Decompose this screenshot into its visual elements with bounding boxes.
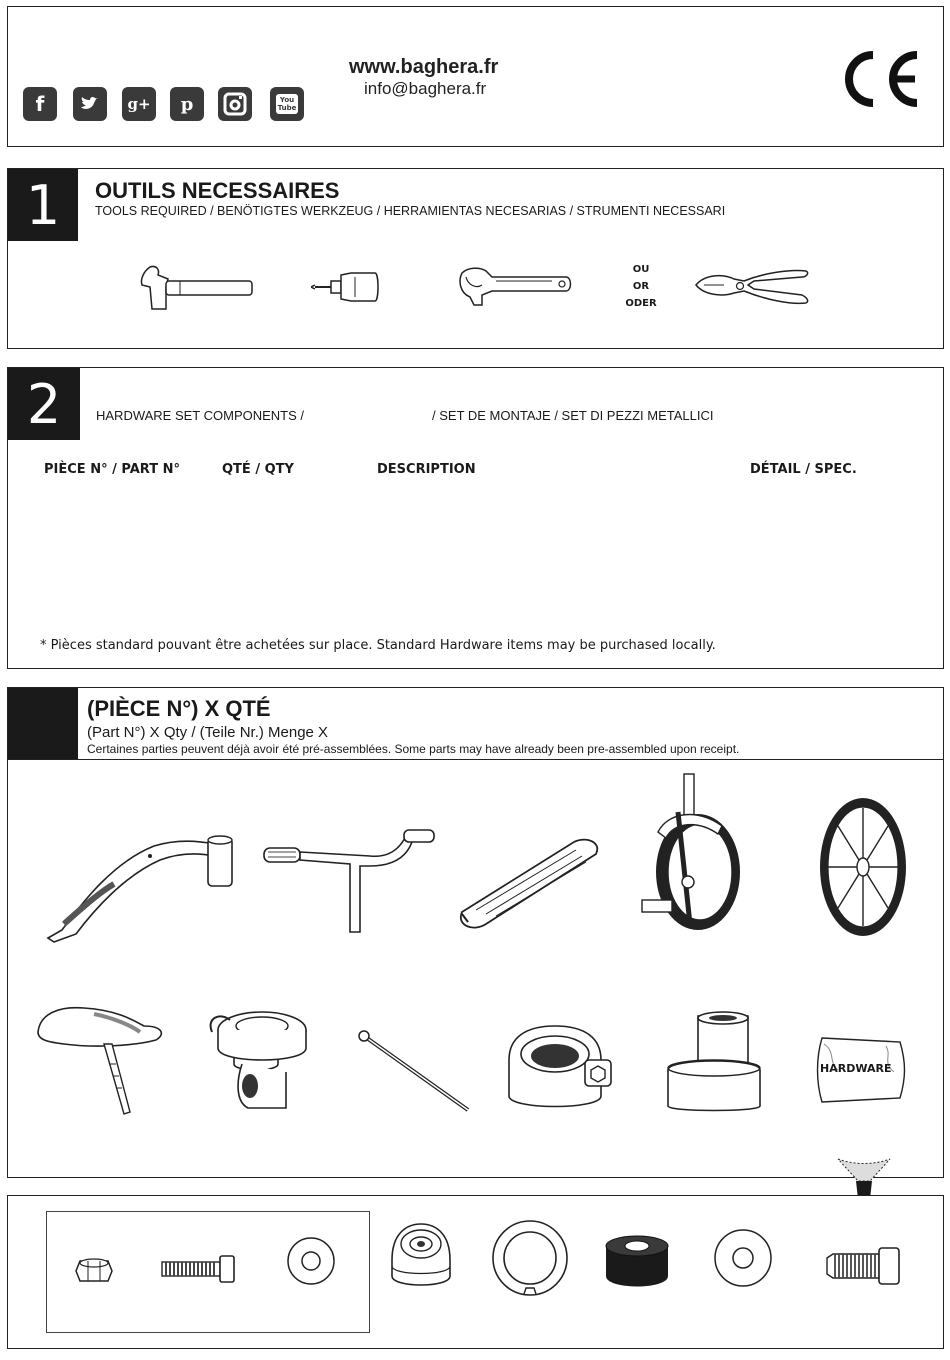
facebook-icon[interactable]: f (23, 87, 57, 121)
washer-small-part (285, 1235, 337, 1287)
google-plus-icon[interactable]: g+ (122, 87, 156, 121)
section-subtitle-right: / SET DE MONTAJE / SET DI PEZZI METALLICI (432, 408, 714, 423)
section-subtitle: (Part N°) X Qty / (Teile Nr.) Menge X (87, 724, 329, 741)
clip-ring-part (490, 1218, 570, 1300)
footnote: * Pièces standard pouvant être achetées sur place. Standard Hardware items may be purchased locally. (40, 638, 716, 653)
pinterest-icon[interactable]: p (170, 87, 204, 121)
axle-rod-part (356, 1028, 474, 1114)
hardware-bag-part (816, 1032, 906, 1106)
column-header-part: PIÈCE N° / PART N° (44, 462, 180, 477)
section-title: OUTILS NECESSAIRES (95, 178, 340, 203)
washer-large-part (712, 1227, 774, 1289)
headset-cup-part (664, 1010, 764, 1112)
rear-wheel-part (818, 796, 908, 938)
rear-frame-part (44, 830, 239, 945)
section-title: (PIÈCE N°) X QTÉ (87, 696, 271, 721)
or-label-fr: OU (632, 264, 650, 275)
axle-bolt-part (823, 1246, 903, 1286)
section-note: Certaines parties peuvent déjà avoir été pré-assemblées. Some parts may have already been pre-assembled upon receipt. (87, 742, 740, 756)
section-subtitle: TOOLS REQUIRED / BENÖTIGTES WERKZEUG / HERRAMIENTAS NECESARIAS / STRUMENTI NECESSARI (95, 204, 726, 218)
header-box (7, 6, 944, 147)
section-subtitle-left: HARDWARE SET COMPONENTS / (96, 408, 305, 423)
hardware-items-section (7, 1195, 944, 1349)
or-label-en: OR (632, 281, 650, 292)
screwdriver-icon (311, 269, 383, 305)
front-fork-wheel-part (638, 772, 750, 937)
tools-section (7, 168, 944, 349)
ce-mark (837, 49, 921, 109)
pliers-icon (694, 267, 810, 307)
step-number: 1 (8, 169, 78, 241)
youtube-icon[interactable]: You Tube (270, 87, 304, 121)
handlebar-part (260, 828, 445, 938)
or-label-de: ODER (625, 298, 657, 309)
column-header-description: DESCRIPTION (377, 462, 476, 477)
twitter-icon[interactable] (73, 87, 107, 121)
section-rule (8, 759, 943, 760)
hardware-bag-label: HARDWARE (820, 1062, 892, 1075)
bolt-part (160, 1254, 238, 1284)
bell-part (206, 1008, 310, 1114)
step-number: 2 (8, 368, 80, 440)
step-number-block (8, 688, 78, 759)
website-link[interactable]: www.baghera.fr (349, 56, 499, 78)
seat-clamp-part (505, 1020, 617, 1114)
hammer-icon (136, 261, 256, 317)
email-link[interactable]: info@baghera.fr (364, 79, 487, 98)
column-header-qty: QTÉ / QTY (222, 462, 294, 477)
instagram-icon[interactable] (218, 87, 252, 121)
adjustable-wrench-icon (456, 265, 574, 311)
hardware-section (7, 367, 944, 669)
rubber-spacer-part (602, 1232, 672, 1292)
seat-part (34, 1004, 166, 1118)
end-cap-part (388, 1220, 454, 1290)
column-header-spec: DÉTAIL / SPEC. (750, 462, 857, 477)
nut-part (74, 1255, 114, 1285)
footrest-part (456, 836, 606, 932)
